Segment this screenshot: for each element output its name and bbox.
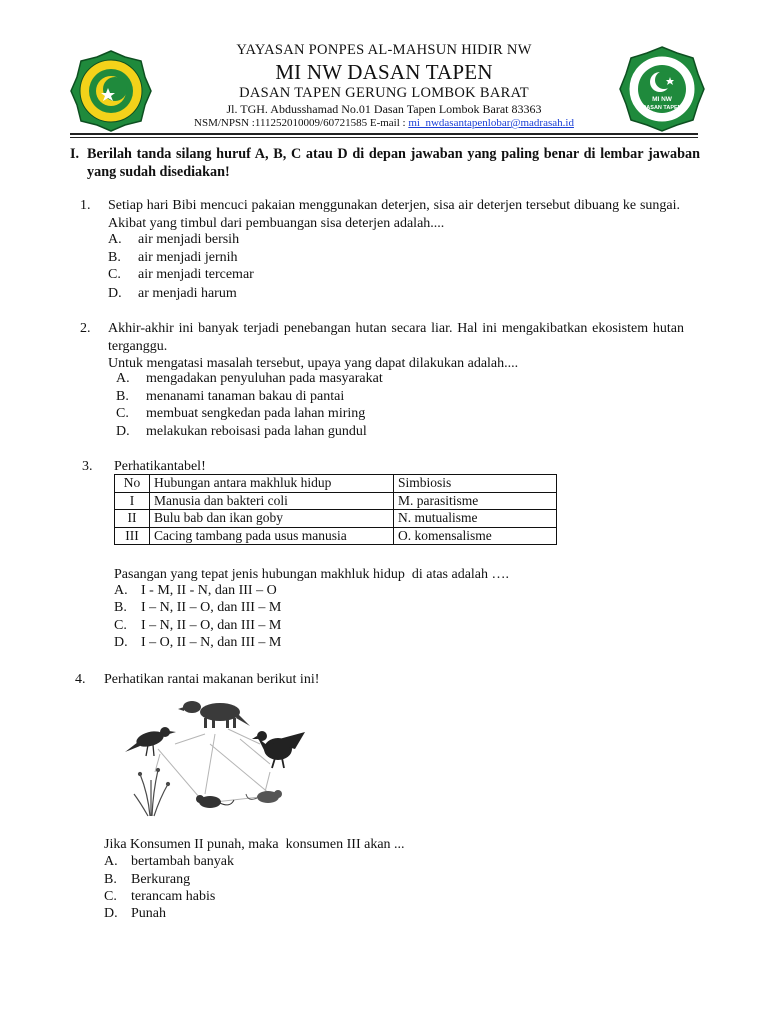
option-letter: C.	[114, 618, 127, 633]
table-cell: N. mutualisme	[394, 510, 557, 528]
option-letter: A.	[104, 854, 118, 869]
option-b[interactable]	[116, 389, 344, 405]
option-b[interactable]	[114, 600, 281, 616]
option-text: I – N, II – O, dan III – M	[141, 600, 282, 615]
table-cell: M. parasitisme	[394, 492, 557, 510]
option-text: air menjadi jernih	[138, 250, 238, 265]
question-number: 4.	[75, 672, 86, 687]
option-letter: A.	[108, 232, 122, 247]
school-address: Jl. TGH. Abdusshamad No.01 Dasan Tapen Lombok Barat 83363	[226, 102, 542, 116]
table-row	[115, 492, 557, 510]
option-letter: B.	[116, 389, 129, 404]
table-cell: Manusia dan bakteri coli	[150, 492, 394, 510]
section-instruction	[70, 145, 700, 181]
option-c[interactable]	[116, 406, 365, 422]
rat-icon	[246, 790, 282, 803]
option-c[interactable]	[108, 267, 254, 283]
question-number: 1.	[80, 198, 91, 213]
foundation-name: YAYASAN PONPES AL-MAHSUN HIDIR NW	[236, 42, 532, 58]
question-subtext: Jika Konsumen II punah, maka konsumen III akan ...	[104, 837, 405, 852]
question-subtext: Pasangan yang tepat jenis hubungan makhluk hidup di atas adalah ….	[114, 567, 510, 582]
option-letter: A.	[114, 583, 128, 598]
table-cell: Cacing tambang pada usus manusia	[150, 527, 394, 545]
option-letter: B.	[114, 600, 127, 615]
question-number: 3.	[82, 459, 93, 474]
header-rule-thick	[70, 133, 698, 135]
option-letter: C.	[108, 267, 121, 282]
school-name: MI NW DASAN TAPEN	[275, 60, 493, 84]
option-text: air menjadi bersih	[138, 232, 240, 247]
question-number: 2.	[80, 321, 91, 336]
option-a[interactable]	[114, 583, 277, 599]
food-web-lines	[155, 729, 270, 804]
eagle-icon	[252, 731, 305, 768]
table-header: Simbiosis	[394, 475, 557, 493]
bird-icon	[125, 727, 176, 756]
option-text: I - M, II - N, dan III – O	[141, 583, 277, 598]
option-a[interactable]	[104, 854, 234, 870]
question-text: Perhatikan rantai makanan berikut ini!	[104, 672, 320, 687]
option-letter: D.	[108, 286, 122, 301]
option-text: terancam habis	[131, 889, 216, 904]
question-text: Akhir-akhir ini banyak terjadi penebangan hutan secara liar. Hal ini mengakibatkan ekosistem hutan terganggu.	[108, 321, 684, 354]
header-rule-thin	[70, 137, 698, 138]
option-text: bertambah banyak	[131, 854, 235, 869]
table-header: Hubungan antara makhluk hidup	[150, 475, 394, 493]
option-text: mengadakan penyuluhan pada masyarakat	[146, 371, 383, 386]
table-cell: III	[115, 527, 150, 545]
option-text: Punah	[131, 906, 166, 921]
table-header: No	[115, 475, 150, 493]
option-b[interactable]	[108, 250, 238, 266]
option-letter: B.	[108, 250, 121, 265]
school-ids-text: NSM/NPSN :111252010009/60721585 E-mail :	[194, 117, 409, 129]
option-text: melakukan reboisasi pada lahan gundul	[146, 424, 367, 439]
option-a[interactable]	[116, 371, 383, 387]
mouse-icon	[196, 795, 234, 808]
option-b[interactable]	[104, 872, 190, 888]
option-text: I – N, II – O, dan III – M	[141, 618, 282, 633]
food-web-image	[120, 694, 320, 818]
option-letter: C.	[116, 406, 129, 421]
mongoose-icon	[178, 701, 250, 728]
symbiosis-table	[114, 474, 557, 545]
option-a[interactable]	[108, 232, 239, 248]
rice-plant-icon	[134, 769, 170, 817]
table-cell: O. komensalisme	[394, 527, 557, 545]
right-logo-caption-1: MI NW	[652, 96, 672, 103]
option-text: membuat sengkedan pada lahan miring	[146, 406, 366, 421]
option-text: Berkurang	[131, 872, 191, 887]
option-letter: C.	[104, 889, 117, 904]
table-header-row	[115, 475, 557, 493]
option-letter: B.	[104, 872, 117, 887]
option-letter: D.	[114, 635, 128, 650]
option-c[interactable]	[104, 889, 215, 905]
question-text: Setiap hari Bibi mencuci pakaian menggunakan deterjen, sisa air deterjen tersebut dibuang ke sungai. Akibat yang timbul dari pembuangan sisa deterjen adalah....	[108, 198, 680, 231]
table-cell: II	[115, 510, 150, 528]
table-cell: Bulu bab dan ikan goby	[150, 510, 394, 528]
school-region: DASAN TAPEN GERUNG LOMBOK BARAT	[239, 85, 529, 101]
email-link[interactable]: mi_nwdasantapenlobar@madrasah.id	[408, 117, 574, 129]
option-letter: D.	[116, 424, 130, 439]
option-d[interactable]	[114, 635, 281, 651]
table-cell: I	[115, 492, 150, 510]
right-school-logo	[616, 46, 708, 132]
option-d[interactable]	[116, 424, 367, 440]
option-c[interactable]	[114, 618, 281, 634]
table-row	[115, 510, 557, 528]
option-letter: D.	[104, 906, 118, 921]
question-subtext: Untuk mengatasi masalah tersebut, upaya yang dapat dilakukan adalah....	[108, 356, 519, 371]
question-text: Perhatikantabel!	[114, 459, 206, 474]
right-logo-caption-2: DASAN TAPEN	[642, 105, 682, 111]
option-d[interactable]	[104, 906, 166, 922]
section-number: I.	[70, 146, 80, 162]
option-text: ar menjadi harum	[138, 286, 237, 301]
table-row	[115, 527, 557, 545]
instruction-text: Berilah tanda silang huruf A, B, C atau D di depan jawaban yang paling benar di lembar jawaban yang sudah disediakan!	[87, 146, 700, 180]
option-text: I – O, II – N, dan III – M	[141, 635, 282, 650]
option-text: menanami tanaman bakau di pantai	[146, 389, 345, 404]
option-d[interactable]	[108, 286, 237, 302]
option-text: air menjadi tercemar	[138, 267, 254, 282]
option-letter: A.	[116, 371, 130, 386]
